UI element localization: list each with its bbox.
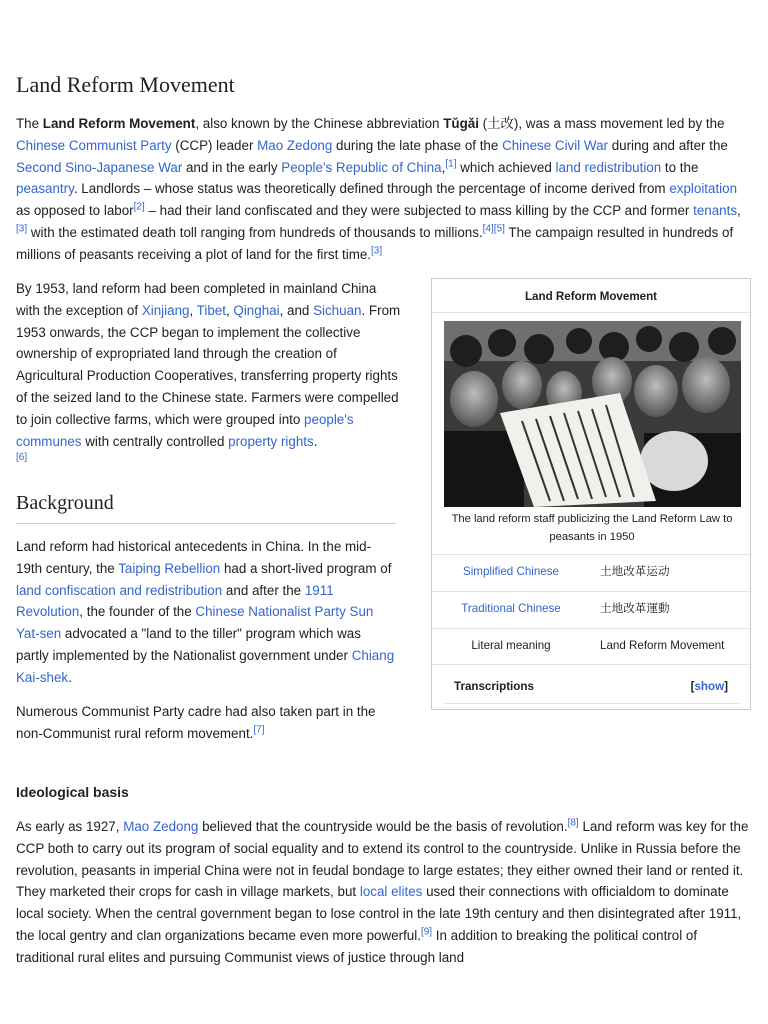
text: , and	[279, 302, 314, 318]
link-property-rights[interactable]: property rights	[228, 433, 314, 449]
text: By 1953, land reform had been completed in mainland China with the exception of	[16, 281, 377, 318]
text: , the founder of the	[79, 604, 196, 620]
citation[interactable]: [8]	[567, 817, 579, 829]
link-tenants[interactable]: tenants	[693, 203, 738, 219]
link-land-confiscation[interactable]: land confiscation and redistribution	[16, 582, 223, 598]
crowd-photo-illustration	[444, 321, 741, 507]
text: advocated a "land to the tiller" program which was partly implemented by the Nationalist government under	[16, 626, 361, 663]
citation[interactable]: [9]	[420, 926, 433, 938]
text: .	[68, 669, 72, 685]
text: ,	[225, 302, 234, 318]
link-mao-zedong[interactable]: Mao Zedong	[123, 819, 199, 834]
text: Numerous Communist Party cadre had also taken part in the non-Communist rural reform movement.	[16, 704, 376, 741]
infobox-row-simplified	[432, 554, 750, 590]
link-xinjiang[interactable]: Xinjiang	[141, 302, 190, 318]
transcriptions-label: Transcriptions	[454, 680, 534, 693]
link-peoples-communes[interactable]: people's communes	[16, 411, 354, 449]
paragraph-background	[16, 536, 396, 689]
link-peasantry[interactable]: peasantry	[16, 181, 74, 197]
text: with the estimated death toll ranging from hundreds of thousands to millions.	[27, 224, 483, 240]
link-1911-revolution[interactable]: 1911 Revolution	[16, 582, 334, 620]
infobox-caption: The land reform staff publicizing the Land Reform Law to peasants in 1950	[451, 513, 733, 543]
text: and after the	[222, 582, 305, 598]
text: As early as 1927,	[16, 819, 124, 834]
citation[interactable]: [6]	[16, 452, 28, 464]
citation[interactable]: [7]	[253, 724, 265, 736]
section-heading-ideological-basis: Ideological basis	[16, 784, 129, 800]
divider	[432, 664, 750, 665]
text: and in the early	[182, 159, 282, 175]
link-chinese-civil-war[interactable]: Chinese Civil War	[502, 137, 608, 153]
divider	[432, 312, 750, 313]
link-mao-zedong[interactable]: Mao Zedong	[257, 137, 333, 153]
bracket: ]	[724, 680, 728, 693]
section-heading-background: Background	[16, 489, 396, 524]
link-chiang-kai-shek[interactable]: Chiang Kai-shek	[16, 647, 395, 685]
text: In addition to breaking the political control of traditional rural elites and pursuing Communist views of justice through land	[16, 927, 698, 965]
infobox-row-literal	[432, 628, 750, 664]
text: during the late phase of the	[332, 137, 503, 153]
infobox-row-traditional	[432, 591, 750, 627]
link-sichuan[interactable]: Sichuan	[313, 302, 362, 318]
citation[interactable]: [3]	[16, 223, 28, 235]
text: to the	[661, 159, 699, 175]
text: . Landlords – whose status was theoretically defined through the percentage of income derived from	[73, 181, 670, 197]
lead-paragraph	[16, 113, 746, 266]
show-toggle	[691, 678, 728, 696]
text: ,	[189, 302, 197, 318]
paragraph-cadre	[16, 701, 396, 745]
infobox-value: 土地改革運動	[600, 602, 670, 615]
link-exploitation[interactable]: exploitation	[669, 181, 738, 197]
text: which achieved	[456, 159, 556, 175]
text: ,	[441, 159, 446, 175]
infobox-key-link[interactable]: Simplified Chinese	[462, 565, 560, 578]
text: ,	[737, 203, 741, 219]
citation[interactable]: [1]	[445, 158, 457, 170]
page-title: Land Reform Movement	[16, 72, 235, 97]
text: believed that the countryside would be the basis of revolution.	[198, 819, 568, 834]
text: Land reform had historical antecedents in China. In the mid-19th century, the	[16, 539, 372, 576]
citation[interactable]: [4]	[482, 223, 494, 235]
paragraph-1953	[16, 278, 401, 474]
citation[interactable]: [5]	[493, 223, 505, 235]
link-second-sino-japanese-war[interactable]: Second Sino-Japanese War	[16, 159, 183, 175]
text: with centrally controlled	[81, 433, 229, 449]
bracket: [	[690, 680, 695, 693]
text: had a short-lived program of	[220, 560, 392, 576]
link-qinghai[interactable]: Qinghai	[233, 302, 280, 318]
show-button[interactable]: show	[694, 680, 725, 693]
text: (土改), was a mass movement led by the	[478, 116, 725, 131]
link-chinese-communist-party[interactable]: Chinese Communist Party	[16, 137, 172, 153]
bold-term: Land Reform Movement	[42, 116, 196, 131]
link-sun-yat-sen[interactable]: Sun Yat-sen	[16, 604, 374, 642]
text: used their connections with officialdom to dominate local society. When the central government began to lose control in the late 19th century and then disintegrated after 1911, the local gentry and clan organizations became even more powerful.	[16, 884, 742, 943]
link-taiping-rebellion[interactable]: Taiping Rebellion	[118, 560, 221, 576]
text: – had their land confiscated and they were subjected to mass killing by the CCP and former	[144, 203, 694, 219]
infobox-title: Land Reform Movement	[524, 290, 658, 303]
link-local-elites[interactable]: local elites	[359, 884, 423, 900]
text: . From 1953 onwards, the CCP began to implement the collective ownership of expropriated land through the creation of Agricultural Production Cooperatives, transferring property rights of the seized land to the Chinese state. Farmers were compelled to join collective farms, which were grouped into	[16, 302, 401, 427]
infobox-key-link[interactable]: Traditional Chinese	[461, 602, 561, 615]
text: The campaign resulted in hundreds of millions of peasants receiving a plot of land for the first time.	[16, 224, 734, 262]
infobox-value: Land Reform Movement	[600, 639, 725, 652]
citation[interactable]: [3]	[371, 245, 383, 257]
text: .	[313, 433, 318, 449]
paragraph-ideological	[16, 816, 751, 969]
infobox-key: Literal meaning	[471, 639, 551, 652]
infobox-value: 土地改革运动	[600, 565, 670, 578]
text: as opposed to labor	[16, 203, 134, 219]
infobox-photo[interactable]	[444, 321, 741, 507]
text: (CCP) leader	[171, 137, 258, 153]
bold-term: Tǔgǎi	[443, 116, 479, 131]
text: The	[16, 116, 43, 131]
text: Land reform was key for the CCP both to carry out its program of social equality and to extend its control to the countryside. Unlike in Russia before the revolution, peasants in imperial China were not in feudal bondage to large estates; they either owned their land or rented it. They marketed their crops for cash in village markets, but	[16, 819, 749, 900]
text: during and after the	[607, 137, 728, 153]
citation[interactable]: [2]	[133, 201, 145, 213]
infobox	[431, 278, 751, 710]
text: , also known by the Chinese abbreviation	[195, 116, 444, 131]
link-land-redistribution[interactable]: land redistribution	[555, 159, 662, 175]
divider	[444, 703, 740, 704]
link-chinese-nationalist-party[interactable]: Chinese Nationalist Party	[195, 604, 346, 620]
link-prc[interactable]: People's Republic of China	[281, 159, 442, 175]
link-tibet[interactable]: Tibet	[196, 302, 226, 318]
